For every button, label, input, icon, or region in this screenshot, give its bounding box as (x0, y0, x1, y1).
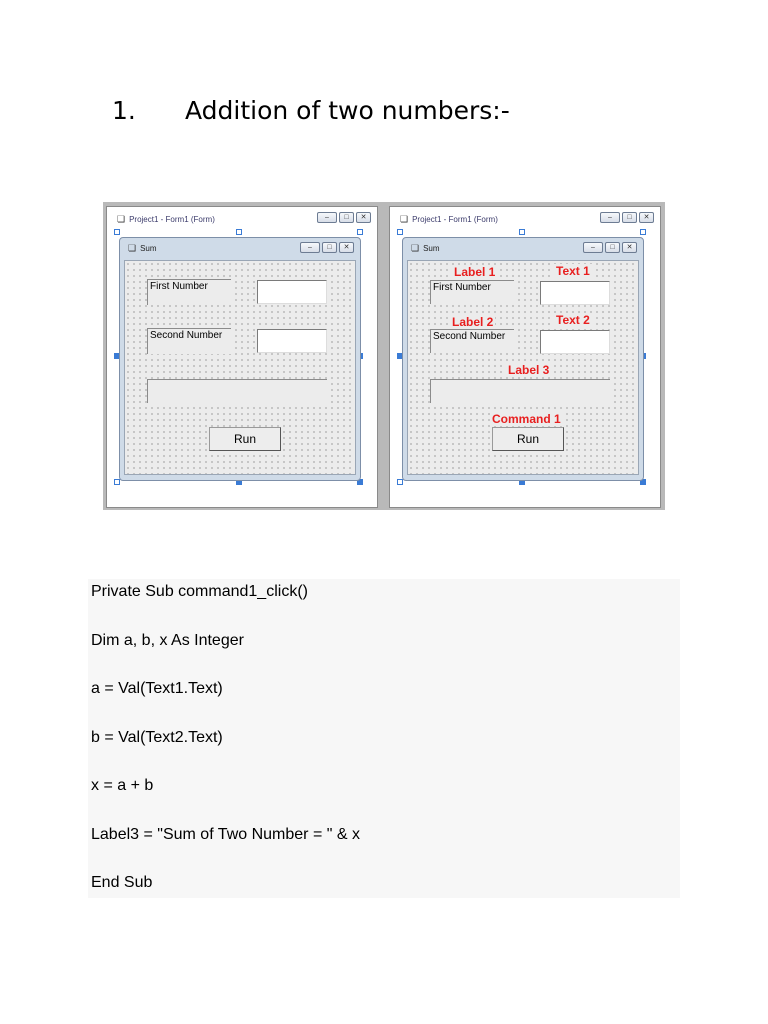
code-line: b = Val(Text2.Text) (91, 729, 223, 746)
form-icon: ❏ (400, 214, 409, 224)
right-outer-window-controls (600, 212, 654, 223)
code-line: x = a + b (91, 777, 154, 794)
code-line: End Sub (91, 874, 153, 891)
left-outer-window-controls (317, 212, 371, 223)
annotation-text2: Text 2 (556, 313, 590, 327)
form-icon: ❏ (128, 243, 137, 253)
run-button[interactable]: Run (209, 427, 281, 451)
minimize-icon[interactable]: – (300, 242, 320, 253)
label-first-number[interactable]: First Number (147, 279, 231, 305)
heading-text: Addition of two numbers:- (185, 96, 510, 125)
code-line: a = Val(Text1.Text) (91, 680, 223, 697)
maximize-icon[interactable]: □ (605, 242, 620, 253)
heading-number: 1. (112, 96, 136, 125)
maximize-icon[interactable]: □ (622, 212, 637, 223)
close-icon[interactable]: ✕ (339, 242, 354, 253)
code-line: Dim a, b, x As Integer (91, 632, 244, 649)
page-heading (112, 96, 510, 125)
run-button[interactable]: Run (492, 427, 564, 451)
resize-handle[interactable] (640, 229, 646, 235)
annotation-label3: Label 3 (508, 363, 550, 377)
resize-handle[interactable] (114, 229, 120, 235)
minimize-icon[interactable]: – (600, 212, 620, 223)
label-second-number[interactable]: Second Number (147, 328, 231, 354)
text2-input[interactable] (257, 329, 327, 353)
maximize-icon[interactable]: □ (322, 242, 337, 253)
right-form-client-area (407, 260, 639, 475)
form-icon: ❏ (411, 243, 420, 253)
left-form-window-controls (300, 242, 354, 253)
left-designer-window (106, 206, 378, 508)
right-designer-window (389, 206, 661, 508)
resize-handle[interactable] (397, 479, 403, 485)
annotation-command1: Command 1 (492, 412, 561, 426)
label3-result[interactable] (147, 379, 327, 403)
code-line: Label3 = "Sum of Two Number = " & x (91, 826, 360, 843)
left-form-client-area (124, 260, 356, 475)
right-outer-title: Project1 - Form1 (Form) (412, 215, 498, 224)
annotation-label1: Label 1 (454, 265, 496, 279)
text1-input[interactable] (540, 281, 610, 305)
text1-input[interactable] (257, 280, 327, 304)
resize-handle[interactable] (397, 229, 403, 235)
minimize-icon[interactable]: – (317, 212, 337, 223)
annotation-text1: Text 1 (556, 264, 590, 278)
text2-input[interactable] (540, 330, 610, 354)
annotation-label2: Label 2 (452, 315, 494, 329)
resize-handle[interactable] (357, 229, 363, 235)
maximize-icon[interactable]: □ (339, 212, 354, 223)
form-icon: ❏ (117, 214, 126, 224)
left-sum-form[interactable] (119, 237, 361, 481)
right-sum-form[interactable] (402, 237, 644, 481)
resize-handle[interactable] (236, 229, 242, 235)
close-icon[interactable]: ✕ (622, 242, 637, 253)
label-second-number[interactable]: Second Number (430, 329, 514, 353)
code-block (88, 579, 680, 898)
left-outer-title: Project1 - Form1 (Form) (129, 215, 215, 224)
label3-result[interactable] (430, 379, 610, 403)
minimize-icon[interactable]: – (583, 242, 603, 253)
resize-handle[interactable] (519, 229, 525, 235)
resize-handle[interactable] (114, 479, 120, 485)
left-form-title: Sum (140, 244, 157, 253)
close-icon[interactable]: ✕ (356, 212, 371, 223)
right-form-window-controls (583, 242, 637, 253)
label-first-number[interactable]: First Number (430, 280, 514, 304)
close-icon[interactable]: ✕ (639, 212, 654, 223)
vb-screenshot-figure (103, 202, 665, 510)
right-form-title: Sum (423, 244, 440, 253)
code-line: Private Sub command1_click() (91, 583, 308, 600)
